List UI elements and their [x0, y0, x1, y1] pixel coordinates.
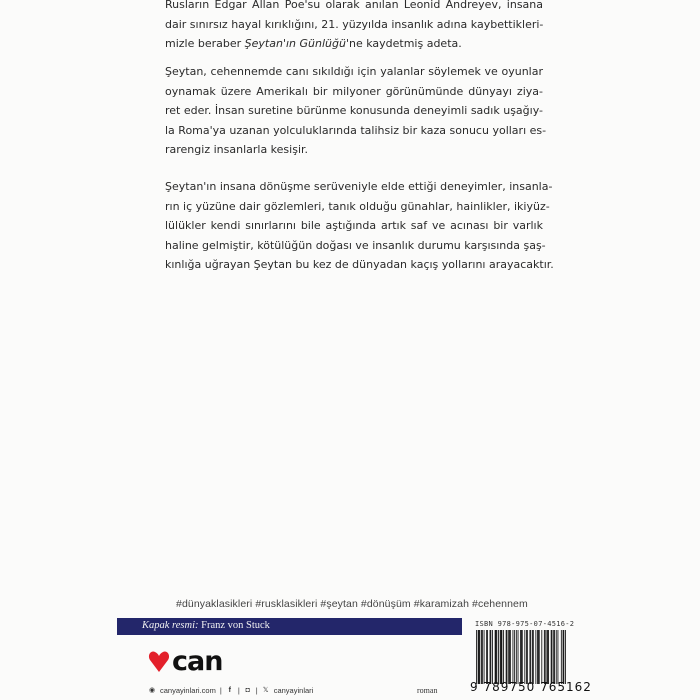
barcode-bar — [544, 630, 545, 684]
barcode-bar — [492, 630, 493, 684]
barcode-bar — [532, 630, 533, 684]
barcode-bar — [484, 630, 485, 684]
barcode-digits: 9 789750 765162 — [470, 680, 592, 694]
barcode-bar — [563, 630, 564, 684]
description-paragraph-1 — [165, 0, 543, 54]
barcode-bar — [527, 630, 528, 684]
text-line: oynamak üzere Amerikalı bir milyoner görünümünde dünyayı ziya- — [165, 84, 543, 98]
barcode-bar — [537, 630, 538, 684]
barcode-bar — [490, 630, 491, 684]
barcode-bar — [521, 630, 522, 684]
barcode-bar — [553, 630, 554, 684]
isbn-label: ISBN 978-975-07-4516-2 — [475, 620, 575, 628]
text-line: dair sınırsız hayal kırıklığını, 21. yüzyılda insanlık adına kaybettikleri- — [165, 17, 544, 31]
text-line: lülükler kendi sınırlarını bile aştığında artık saf ve acınası bir varlık — [165, 219, 543, 233]
barcode-bar — [479, 630, 480, 684]
description-paragraph-2 — [165, 62, 547, 160]
barcode-bar — [501, 630, 502, 684]
text-line: rarengiz insanlarla kesişir. — [165, 143, 309, 157]
barcode-bar — [518, 630, 519, 684]
barcode-bar — [496, 630, 497, 684]
barcode-bar — [479, 630, 480, 684]
barcode-bar — [529, 630, 530, 684]
cover-credit — [142, 620, 270, 631]
barcode-bar — [481, 630, 482, 684]
barcode-bar — [498, 630, 499, 684]
barcode-bar — [482, 630, 483, 684]
barcode-bar — [514, 630, 515, 684]
separator: | — [255, 686, 258, 695]
barcode-bar — [563, 630, 564, 684]
barcode-bar — [558, 630, 559, 684]
barcode-bar — [546, 630, 547, 684]
barcode-bar — [503, 630, 504, 684]
text-line: ret eder. İnsan suretine bürünme konusunda deneyimli sadık uşağıy- — [165, 104, 543, 118]
x-twitter-icon[interactable]: 𝕏 — [262, 686, 269, 694]
text-line: Şeytan, cehennemde canı sıkıldığı için yalanlar söylemek ve oyunlar — [165, 65, 543, 78]
barcode-bar — [539, 630, 540, 684]
barcode-bar — [513, 630, 514, 684]
barcode-bar — [522, 630, 523, 684]
barcode-bar — [561, 630, 562, 684]
barcode-bar — [520, 630, 521, 684]
barcode-bar — [478, 630, 479, 684]
barcode-bar — [533, 630, 534, 684]
barcode-bar — [500, 630, 501, 684]
barcode-bar — [541, 630, 542, 684]
barcode-bar — [565, 630, 566, 684]
barcode-bar — [551, 630, 552, 684]
globe-icon: ◉ — [148, 686, 156, 694]
logo-text: can — [172, 646, 223, 677]
barcode-bar — [495, 630, 496, 684]
footer-links — [148, 686, 313, 695]
barcode-bar — [556, 630, 557, 684]
text-line: Şeytan'ın insana dönüşme serüveniyle elde ettiği deneyimler, insanla- — [165, 180, 553, 193]
barcode-bar — [508, 630, 509, 684]
separator: | — [237, 686, 240, 695]
barcode-bar — [487, 630, 488, 684]
barcode-bar — [538, 630, 539, 684]
facebook-icon[interactable]: f — [228, 686, 231, 694]
barcode-bar — [496, 630, 497, 684]
barcode-bar — [476, 630, 477, 684]
book-title-italic: Şeytan'ın Günlüğü — [244, 37, 346, 51]
text-line: kınlığa uğrayan Şeytan bu kez de dünyadan kaçış yollarını arayacaktır. — [165, 258, 554, 272]
publisher-logo — [148, 648, 222, 676]
barcode-bar — [506, 630, 507, 684]
barcode-bar — [552, 630, 553, 684]
barcode-bar — [486, 630, 487, 684]
barcode-bar — [507, 630, 508, 684]
credit-artist: Franz von Stuck — [201, 620, 270, 631]
website-link[interactable]: canyayinlari.com — [160, 686, 216, 695]
description-paragraph-3 — [165, 177, 554, 275]
barcode-bar — [554, 630, 555, 684]
text-line: haline gelmiştir, kötülüğün doğası ve insanlık durumu karşısında şaş- — [165, 238, 546, 252]
barcode-bar — [510, 630, 511, 684]
barcode-bar — [545, 630, 546, 684]
isbn-barcode — [476, 630, 566, 684]
heart-v-icon — [148, 650, 170, 674]
text-line: mizle beraber Şeytan'ın Günlüğü'ne kaydetmiş adeta. — [165, 37, 462, 51]
barcode-bar — [490, 630, 491, 684]
barcode-bar — [524, 630, 525, 684]
barcode-bar — [530, 630, 531, 684]
barcode-bar — [501, 630, 502, 684]
instagram-icon[interactable]: ◘ — [245, 686, 250, 694]
barcode-bar — [535, 630, 536, 684]
text-line: la Roma'ya uzanan yolculuklarında talihsiz bir kaza sonucu yolları es- — [165, 123, 547, 137]
barcode-bar — [526, 630, 527, 684]
credit-label: Kapak resmi: — [142, 620, 199, 631]
hashtags: #dünyaklasikleri #rusklasikleri #şeytan #dönüşüm #karamizah #cehennem — [176, 598, 528, 610]
text-line: rın iç yüzüne dair gözlemleri, tanık olduğu günahlar, hainlikler, ikiyüz- — [165, 199, 550, 213]
social-handle[interactable]: canyayinlari — [273, 686, 314, 695]
barcode-bar — [516, 630, 517, 684]
text-line: Rusların Edgar Allan Poe'su olarak anılan Leonid Andreyev, insana — [165, 0, 543, 11]
genre-label: roman — [417, 686, 438, 695]
barcode-bar — [547, 630, 548, 684]
separator: | — [219, 686, 222, 695]
barcode-bar — [548, 630, 549, 684]
barcode-bar — [509, 630, 510, 684]
